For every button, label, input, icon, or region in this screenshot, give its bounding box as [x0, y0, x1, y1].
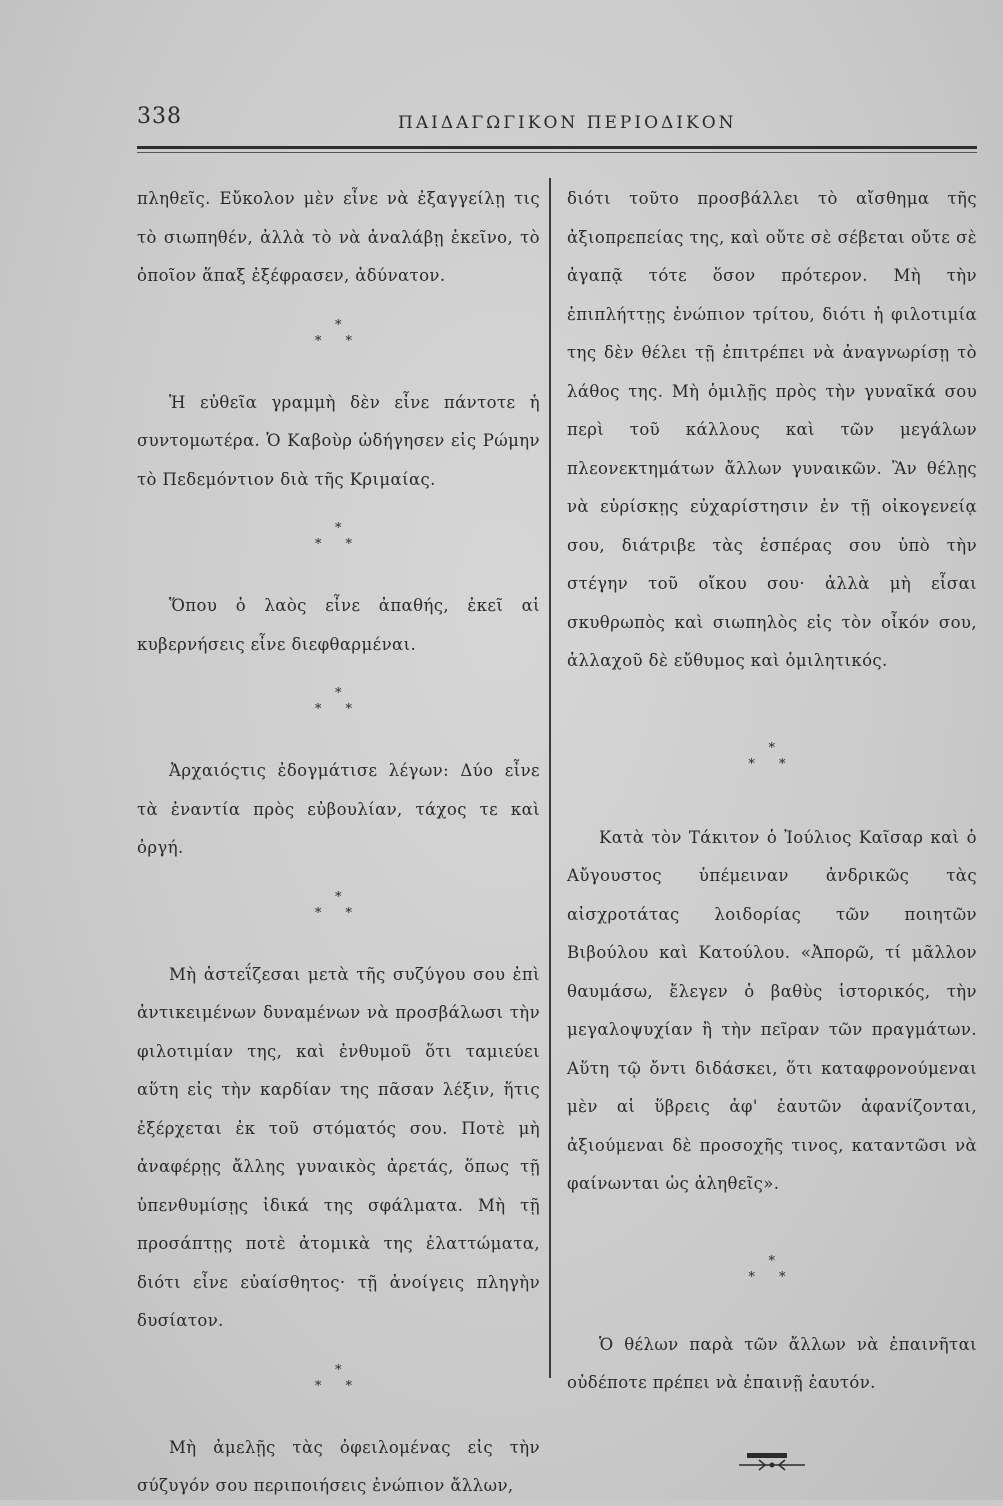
column-divider [549, 178, 551, 1378]
header-rule [137, 146, 977, 149]
star-separator: * * * [314, 1362, 363, 1394]
end-ornament-icon [567, 1449, 977, 1490]
paragraph: πληθεῖς. Εὔκολον μὲν εἶνε νὰ ἐξαγγείλῃ τις τὸ σιωπηθέν, ἀλλὰ τὸ νὰ ἀναλάβῃ ἐκεῖνο, τὸ ὁποῖον ἅπαξ ἐξέφρασεν, ἀδύνατον. [137, 189, 540, 285]
paragraph: Ἀρχαιόςτις ἐδογμάτισε λέγων: Δύο εἶνε τὰ ἐναντία πρὸς εὐβουλίαν, τάχος τε καὶ ὀργή. [137, 761, 540, 857]
paragraph: Κατὰ τὸν Τάκιτον ὁ Ἰούλιος Καῖσαρ καὶ ὁ Αὔγουστος ὑπέμειναν ἀνδρικῶς τὰς αἰσχροτάτας λοιδορίας τῶν ποιητῶν Βιβούλου καὶ Κατούλου. «Ἀπορῶ, τί μᾶλλον θαυμάσω, ἔλεγεν ὁ βαθὺς ἱστορικός, τὴν μεγαλοψυχίαν ἢ τὴν πεῖραν τῶν πραγμάτων. Αὕτη τῷ ὄντι διδάσκει, ὅτι καταφρονούμεναι μὲν αἱ ὕβρεις ἀφ' ἑαυτῶν ἀφανίζονται, ἀξιούμεναι δὲ προσοχῆς τινος, καταντῶσι νὰ φαίνωνται ὡς ἀληθεῖς». [567, 827, 977, 1193]
star-separator: * * * [748, 1253, 796, 1285]
star-separator: * * * [748, 740, 796, 772]
paragraph: Ἡ εὐθεῖα γραμμὴ δὲν εἶνε πάντοτε ἡ συντομωτέρα. Ὁ Καβοὺρ ὡδήγησεν εἰς Ρώμην τὸ Πεδεμόντιον διὰ τῆς Κριμαίας. [137, 392, 540, 489]
running-title: ΠΑΙΔΑΓΩΓΙΚΟΝ ΠΕΡΙΟΔΙΚΟΝ [398, 113, 737, 133]
paragraph: Ὁ θέλων παρὰ τῶν ἄλλων νὰ ἐπαινῆται οὐδέποτε πρέπει νὰ ἐπαινῇ ἑαυτόν. [567, 1334, 977, 1392]
header-rule-thin [137, 152, 977, 153]
paragraph: Μὴ ἀμελῇς τὰς ὀφειλομένας εἰς τὴν σύζυγόν σου περιποιήσεις ἐνώπιον ἄλλων, [137, 1437, 540, 1495]
right-column [567, 180, 977, 1489]
paragraph: διότι τοῦτο προσβάλλει τὸ αἴσθημα τῆς ἀξιοπρεπείας της, καὶ οὔτε σὲ σέβεται οὔτε σὲ ἀγαπᾷ τότε ὅσον πρότερον. Μὴ τὴν ἐπιπλήττῃς ἐνώπιον τρίτου, διότι ἡ φιλοτιμία της δὲν θέλει τῇ ἐπιτρέπει νὰ ἀναγνωρίσῃ τὸ λάθος της. Μὴ ὁμιλῇς πρὸς τὴν γυναῖκά σου περὶ τοῦ κάλλους καὶ τῶν μεγάλων πλεονεκτημάτων ἄλλων γυναικῶν. Ἂν θέλῃς νὰ εὑρίσκῃς εὐχαρίστησιν ἐν τῇ οἰκογενείᾳ σου, διάτριβε τὰς ἑσπέρας σου ὑπὸ τὴν στέγην τοῦ οἴκου σου· ἀλλὰ μὴ εἶσαι σκυθρωπὸς καὶ σιωπηλὸς εἰς τὸν οἶκόν σου, ἀλλαχοῦ δὲ εὔθυμος καὶ ὁμιλητικός. [567, 189, 977, 670]
paragraph: Ὅπου ὁ λαὸς εἶνε ἀπαθής, ἐκεῖ αἱ κυβερνήσεις εἶνε διεφθαρμέναι. [137, 596, 540, 654]
page-number: 338 [137, 104, 182, 129]
page-header [0, 0, 1003, 160]
star-separator: * * * [314, 521, 363, 552]
star-separator: * * * [314, 686, 363, 717]
star-separator: * * * [314, 317, 363, 349]
star-separator: * * * [314, 889, 363, 921]
paragraph: Μὴ ἀστεΐζεσαι μετὰ τῆς συζύγου σου ἐπὶ ἀντικειμένων δυναμένων νὰ προσβάλωσι τὴν φιλοτιμίαν της, καὶ ἐνθυμοῦ ὅτι ταμιεύει αὕτη εἰς τὴν καρδίαν της πᾶσαν λέξιν, ἥτις ἐξέρχεται ἐκ τοῦ στόματός σου. Ποτὲ μὴ ἀναφέρῃς ἄλλης γυναικὸς ἀρετάς, ὅπως τῇ ὑπενθυμίσῃς ἰδικά της σφάλματα. Μὴ τῇ προσάπτῃς ποτὲ ἀτομικὰ της ἐλαττώματα, διότι εἶνε εὐαίσθητος· τῇ ἀνοίγεις πληγὴν δυσίατον. [137, 964, 540, 1330]
left-column [137, 180, 540, 1506]
